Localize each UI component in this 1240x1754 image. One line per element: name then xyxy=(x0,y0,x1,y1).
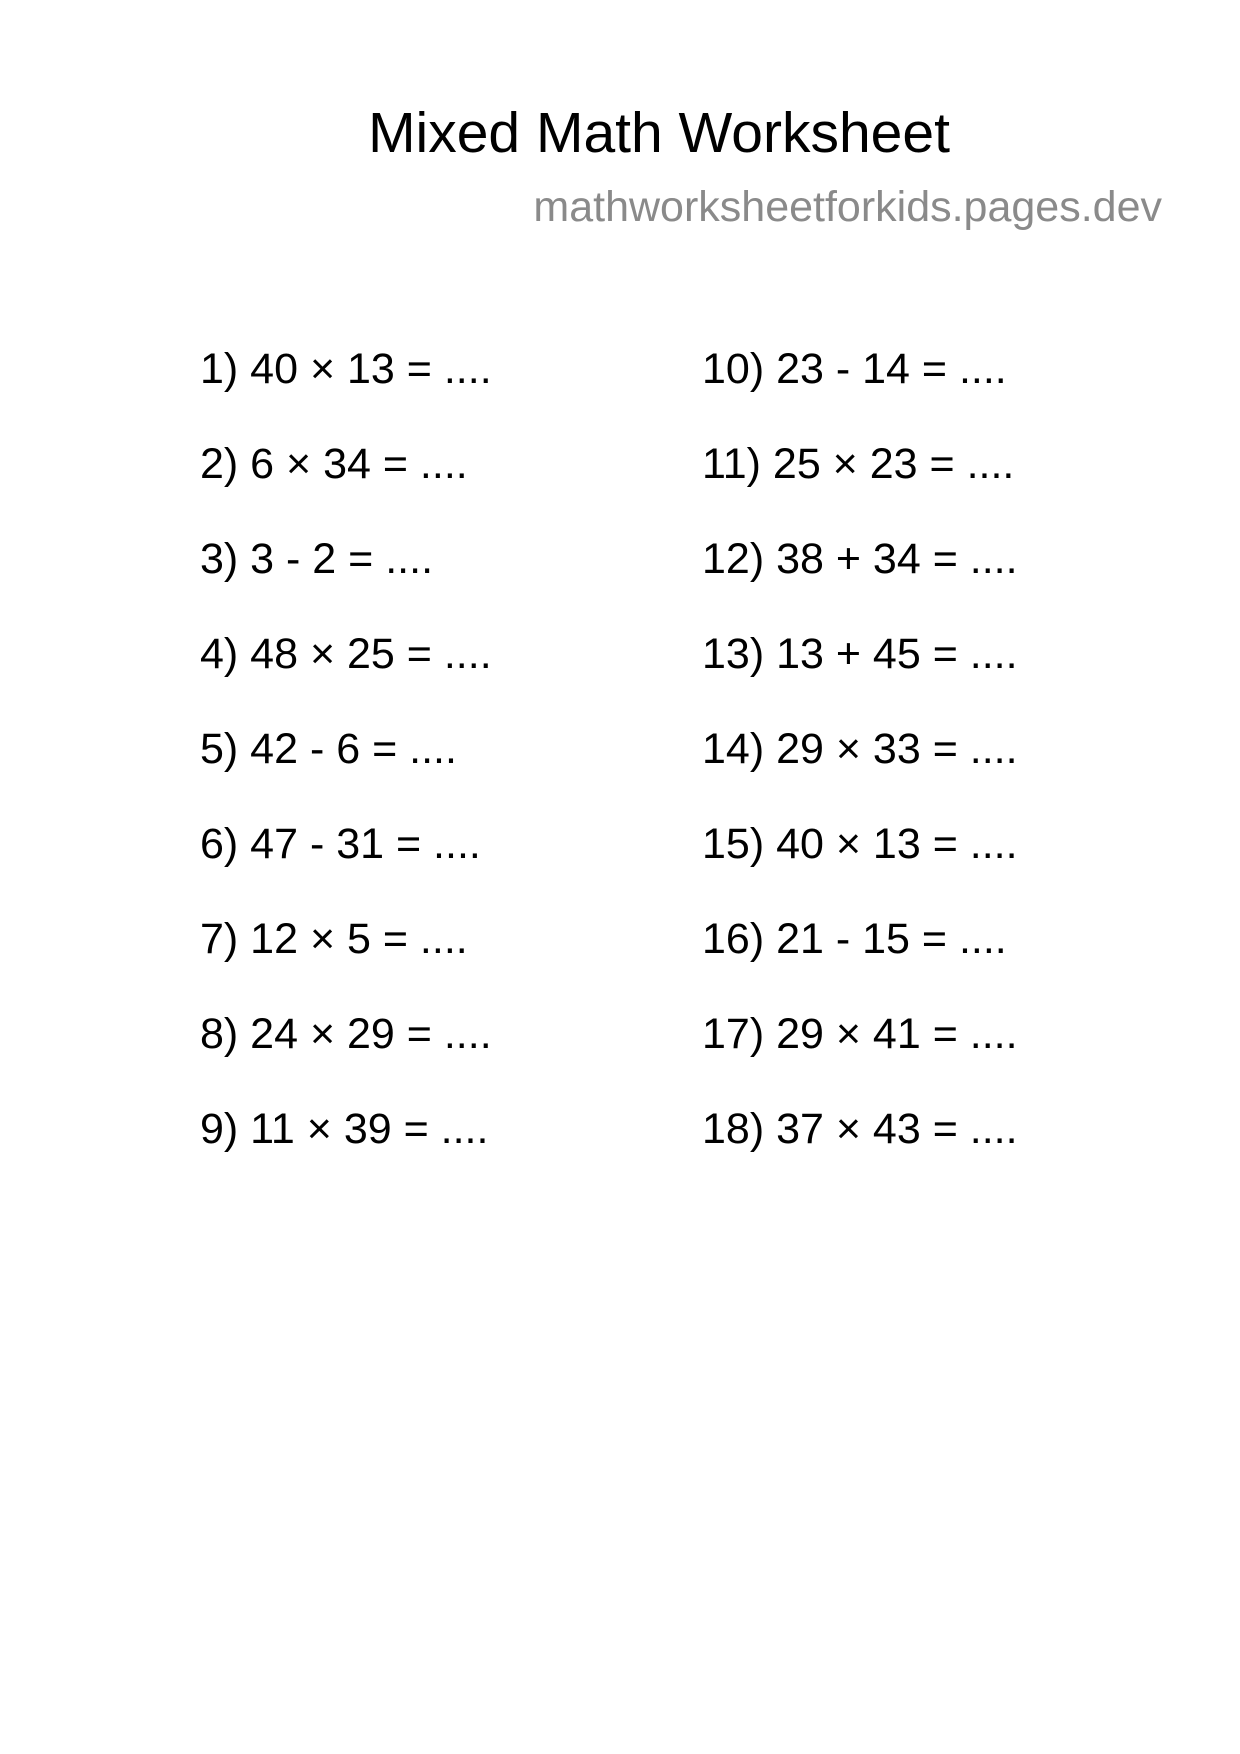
problem-8: 8) 24 × 29 = .... xyxy=(200,1010,492,1058)
problem-7: 7) 12 × 5 = .... xyxy=(200,915,468,963)
problem-3: 3) 3 - 2 = .... xyxy=(200,535,434,583)
problem-15: 15) 40 × 13 = .... xyxy=(702,820,1018,868)
problem-4: 4) 48 × 25 = .... xyxy=(200,630,492,678)
page-title: Mixed Math Worksheet xyxy=(368,101,950,165)
problem-1: 1) 40 × 13 = .... xyxy=(200,345,492,393)
problem-5: 5) 42 - 6 = .... xyxy=(200,725,457,773)
problems-column-right xyxy=(702,344,1018,1199)
problem-12: 12) 38 + 34 = .... xyxy=(702,535,1018,583)
problem-18: 18) 37 × 43 = .... xyxy=(702,1105,1018,1153)
problem-6: 6) 47 - 31 = .... xyxy=(200,820,481,868)
problem-17: 17) 29 × 41 = .... xyxy=(702,1010,1018,1058)
problem-16: 16) 21 - 15 = .... xyxy=(702,915,1007,963)
website-label: mathworksheetforkids.pages.dev xyxy=(533,183,1162,231)
problem-2: 2) 6 × 34 = .... xyxy=(200,440,468,488)
problems-column-left xyxy=(200,344,492,1199)
problem-9: 9) 11 × 39 = .... xyxy=(200,1105,489,1153)
problem-10: 10) 23 - 14 = .... xyxy=(702,345,1007,393)
problem-11: 11) 25 × 23 = .... xyxy=(702,440,1015,488)
problem-13: 13) 13 + 45 = .... xyxy=(702,630,1018,678)
problem-14: 14) 29 × 33 = .... xyxy=(702,725,1018,773)
